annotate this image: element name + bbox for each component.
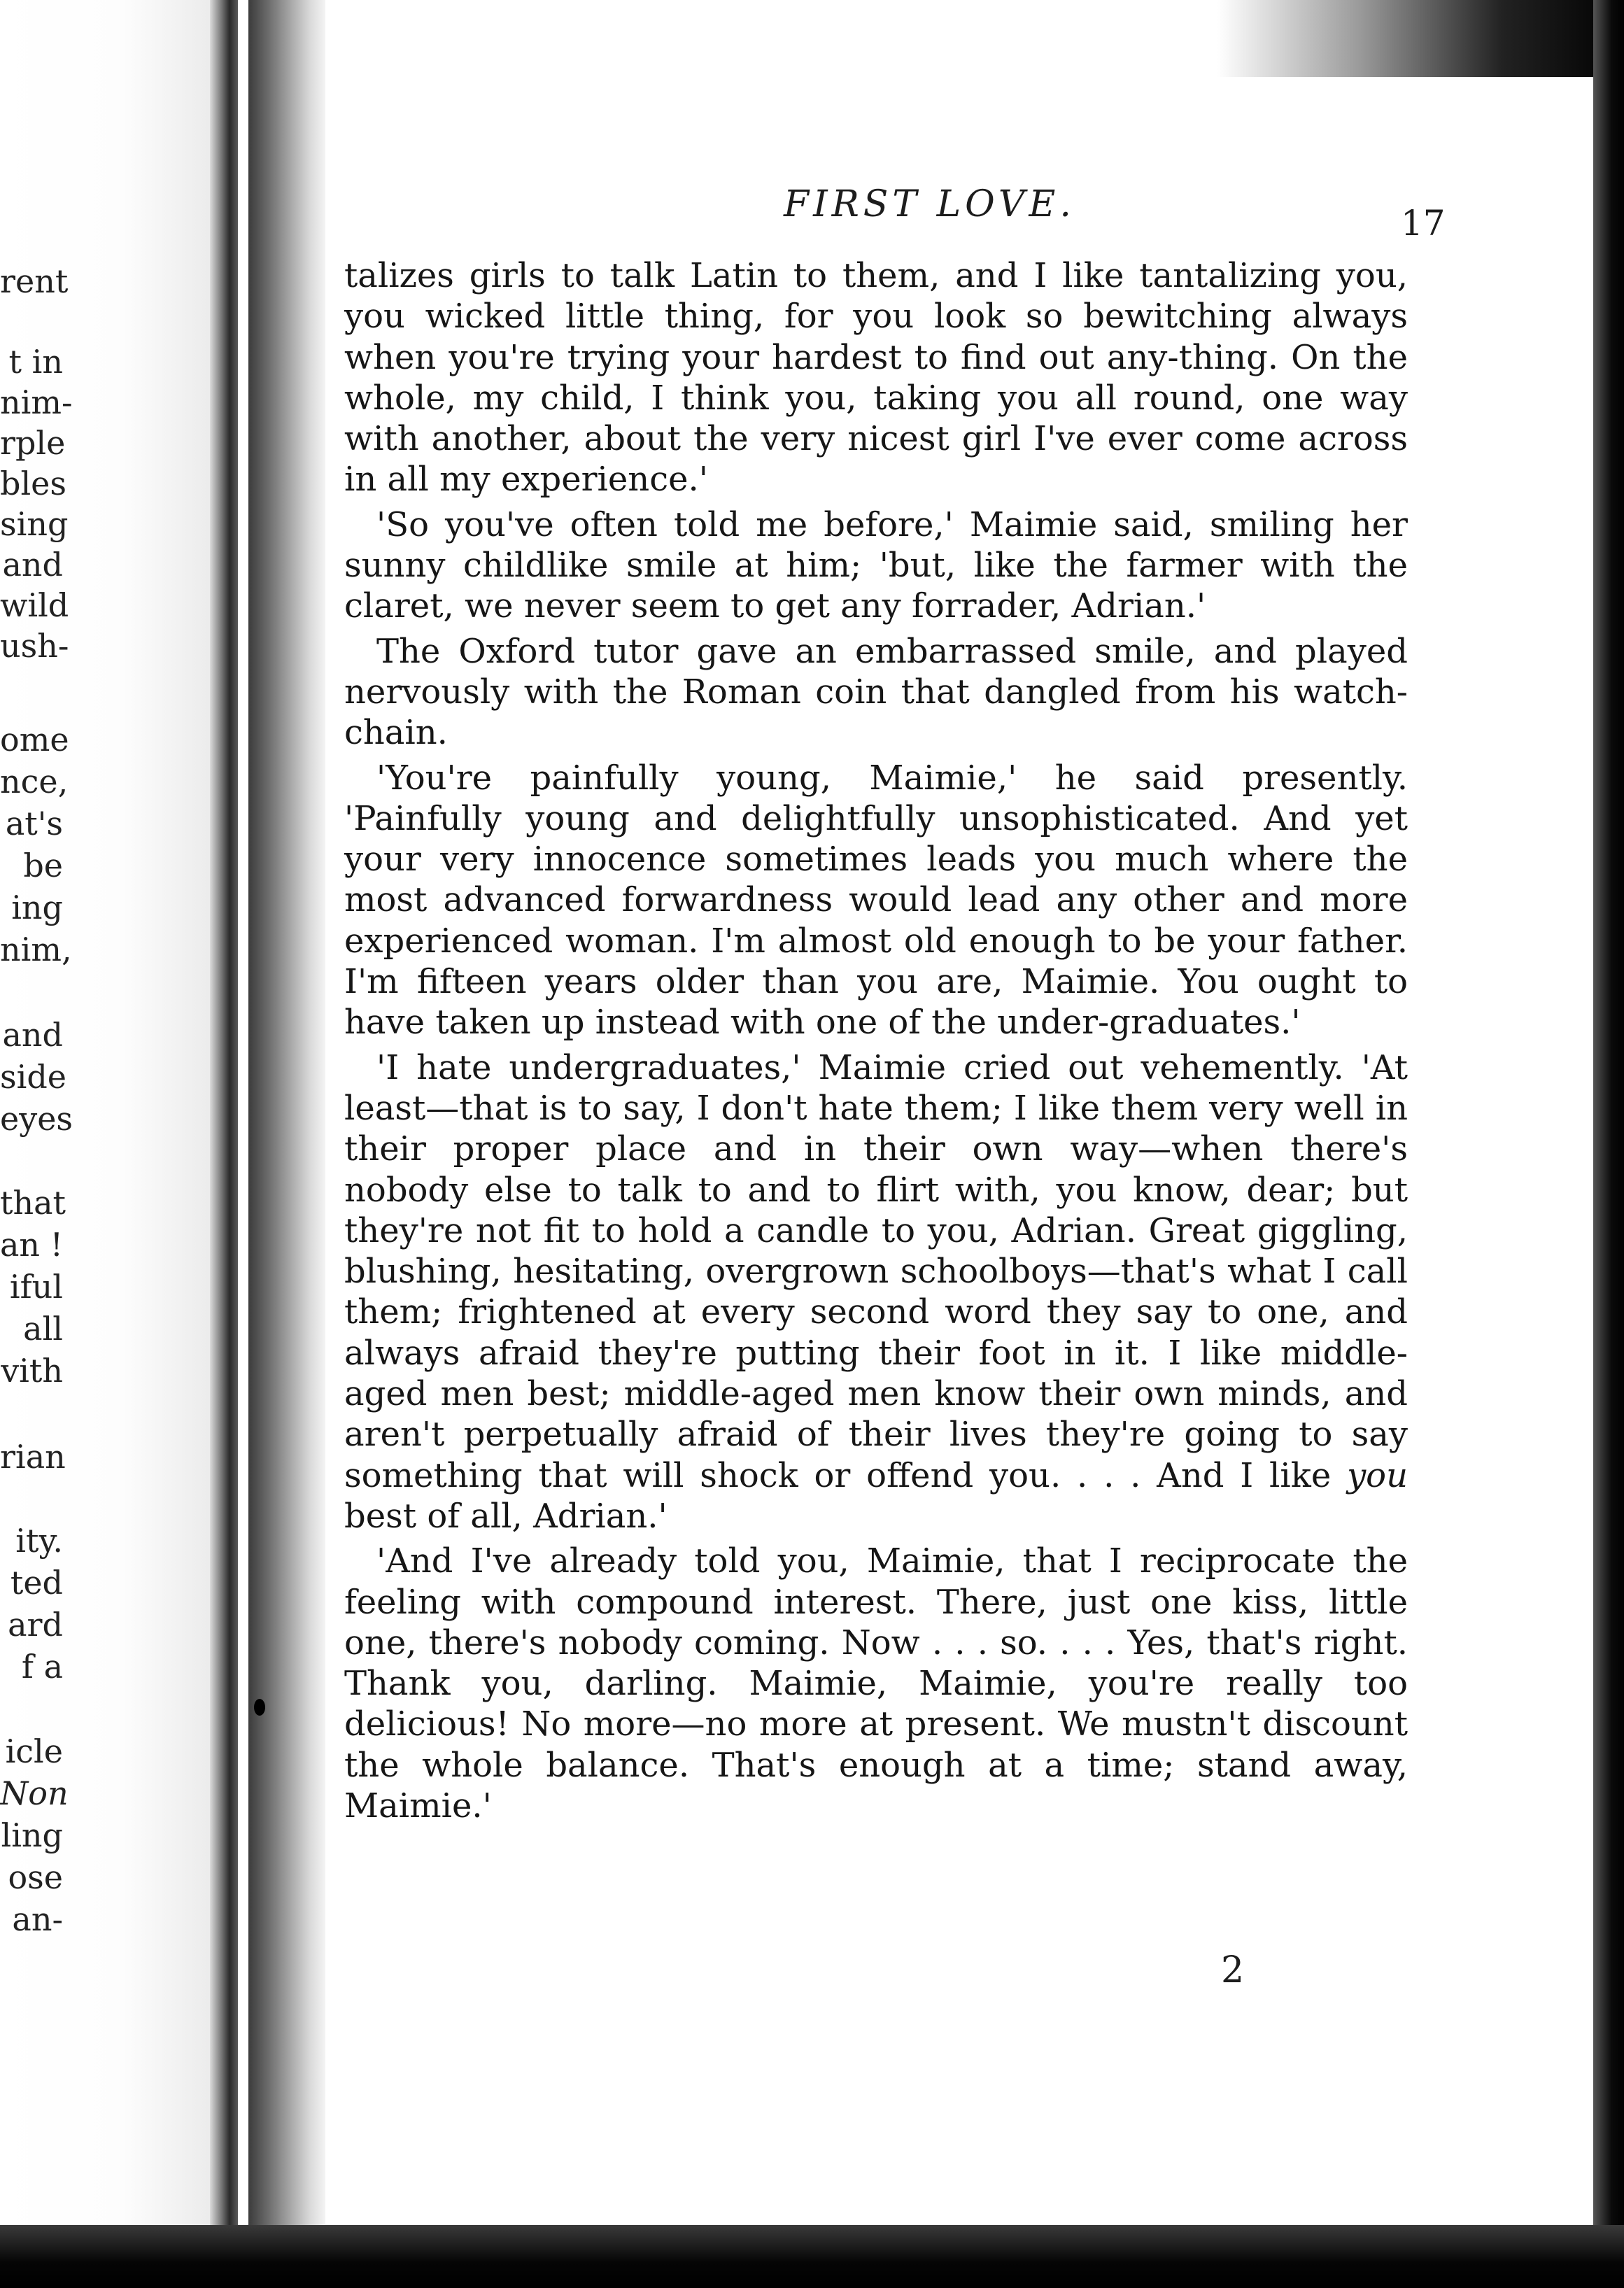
- left-fragment: that: [0, 1184, 66, 1222]
- left-fragment: bles: [0, 465, 66, 502]
- left-fragment: f a: [21, 1648, 63, 1686]
- paragraph: talizes girls to talk Latin to them, and I like tantalizing you, you wicked little thing, for you look so bewitching always when you're trying your hardest to find out any-thing. On the whole, my child, I think you, taking you all round, one way with another, about the very nicest girl I've ever come across in all my experience.': [344, 256, 1408, 500]
- left-fragment: at's: [5, 805, 63, 842]
- paragraph: [344, 1047, 1408, 1537]
- left-fragment: vith: [1, 1352, 63, 1390]
- signature-mark: 2: [1221, 1949, 1245, 1991]
- left-fragment: ard: [8, 1606, 63, 1644]
- paragraph-text: best of all, Adrian.': [344, 1496, 668, 1536]
- left-fragment: rent: [0, 262, 69, 300]
- left-fragment: wild: [0, 586, 69, 624]
- left-fragment: nim-: [0, 383, 73, 421]
- left-fragment: side: [0, 1058, 66, 1096]
- scan-border-bottom: [0, 2225, 1624, 2288]
- left-fragment: ing: [11, 889, 63, 926]
- running-head: FIRST LOVE.: [784, 183, 1075, 225]
- left-fragment: and: [2, 1016, 63, 1054]
- scan-border-top: [1217, 0, 1624, 77]
- left-fragment: rian: [0, 1438, 66, 1476]
- scan-border-right: [1593, 0, 1624, 2288]
- paragraph: 'And I've already told you, Maimie, that I reciprocate the feeling with compound interest. There, just one kiss, little one, there's nobody coming. Now . . . so. . . . Yes, that's right. Thank you, darling. Maimie, Maimie, you're really too delicious! No more—no more at present. We mustn't discount the whole balance. That's enough at a time; stand away, Maimie.': [344, 1541, 1408, 1826]
- left-fragment: nim,: [0, 931, 72, 968]
- left-fragment: ose: [8, 1858, 63, 1896]
- left-fragment: an-: [12, 1900, 63, 1938]
- paragraph: The Oxford tutor gave an embarrassed smile, and played nervously with the Roman coin that dangled from his watch-chain.: [344, 631, 1408, 753]
- paragraph: 'So you've often told me before,' Maimie said, smiling her sunny childlike smile at him; 'but, like the farmer with the claret, we never seem to get any forrader, Adrian.': [344, 504, 1408, 626]
- page-number: 17: [1401, 203, 1446, 243]
- body-text: [344, 255, 1408, 1830]
- left-fragment: ling: [1, 1816, 63, 1854]
- left-fragment: ity.: [15, 1522, 63, 1560]
- left-fragment: iful: [9, 1268, 63, 1306]
- ink-speck: [254, 1699, 265, 1716]
- paragraph-text: 'I hate undergraduates,' Maimie cried out vehemently. 'At least—that is to say, I don't hate them; I like them very well in their proper place and in their own way—when there's nobody else to talk to and to flirt with, you know, dear; but they're not fit to hold a candle to you, Adrian. Great giggling, blushing, hesitating, overgrown schoolboys—that's what I call them; frightened at every second word they say to one, and always afraid they're putting their foot in it. I like middle-aged men best; middle-aged men know their own minds, and aren't perpetually afraid of their lives they're going to say something that will shock or offend you. . . . And I like: [344, 1047, 1408, 1495]
- left-fragment: be: [23, 847, 63, 884]
- left-fragment: t in: [8, 343, 63, 381]
- left-page-edge: [210, 0, 238, 2225]
- left-fragment: ush-: [0, 627, 69, 665]
- left-fragment: sing: [0, 505, 69, 543]
- paragraph: 'You're painfully young, Maimie,' he said presently. 'Painfully young and delightfully unsophisticated. And yet your very innocence sometimes leads you much where the most advanced forwardness would lead any other and more experienced woman. I'm almost old enough to be your father. I'm fifteen years older than you are, Maimie. You ought to have taken up instead with one of the under-graduates.': [344, 758, 1408, 1043]
- left-fragment: an !: [0, 1226, 64, 1264]
- left-fragment: eyes: [0, 1100, 73, 1138]
- left-fragment: icle: [5, 1732, 63, 1770]
- left-fragment: ted: [10, 1564, 63, 1602]
- left-fragment: nce,: [0, 763, 69, 800]
- left-fragment-italic: Non: [0, 1774, 69, 1812]
- emphasized-word: you: [1347, 1455, 1408, 1495]
- book-gutter: [248, 0, 325, 2225]
- left-fragment: ome: [0, 721, 69, 758]
- left-fragment: all: [23, 1310, 63, 1348]
- left-fragment: rple: [0, 424, 66, 462]
- left-fragment: and: [2, 546, 63, 584]
